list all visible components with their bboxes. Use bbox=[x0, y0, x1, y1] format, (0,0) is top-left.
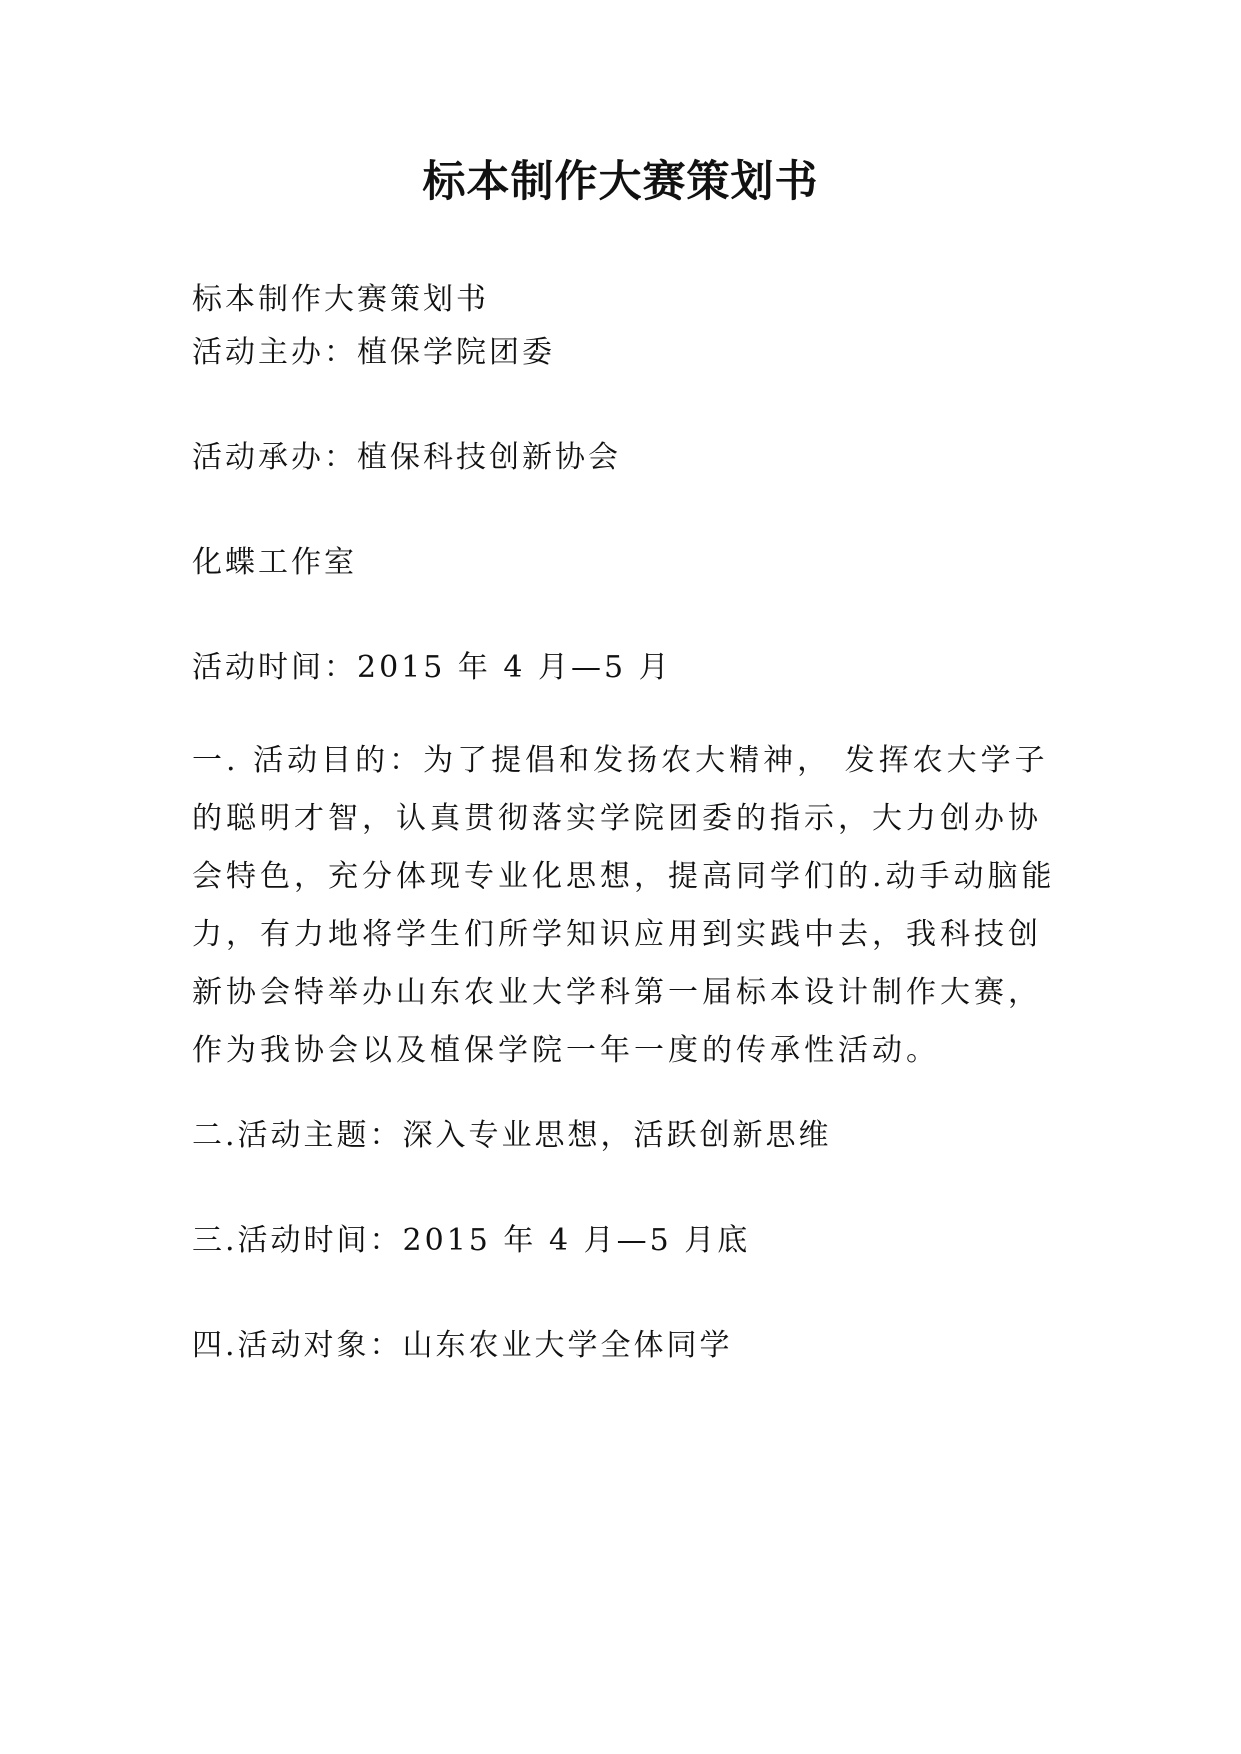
co-organizer-line: 活动承办：植保科技创新协会 bbox=[192, 440, 621, 475]
studio-line: 化蝶工作室 bbox=[192, 545, 357, 580]
organizer-line: 活动主办：植保学院团委 bbox=[192, 335, 555, 370]
section-time: 三.活动时间：2015 年 4 月—5 月底 bbox=[192, 1223, 751, 1258]
section-audience: 四.活动对象：山东农业大学全体同学 bbox=[192, 1328, 733, 1363]
purpose-paragraph: 一. 活动目的：为了提倡和发扬农大精神， 发挥农大学子的聪明才智，认真贯彻落实学院团委的指示，大力创办协会特色，充分体现专业化思想，提高同学们的.动手动脑能力，有力地将学生们所学知识应用到实践中去，我科技创新协会特举办山东农业大学科第一届标本设计制作大赛，作为我协会以及植保学院一年一度的传承性活动。 bbox=[192, 743, 1056, 1068]
subtitle-line: 标本制作大赛策划书 bbox=[192, 282, 489, 317]
document-title: 标本制作大赛策划书 bbox=[422, 157, 819, 207]
section-theme: 二.活动主题：深入专业思想，活跃创新思维 bbox=[192, 1118, 832, 1153]
activity-time-line: 活动时间：2015 年 4 月—5 月 bbox=[192, 650, 672, 685]
